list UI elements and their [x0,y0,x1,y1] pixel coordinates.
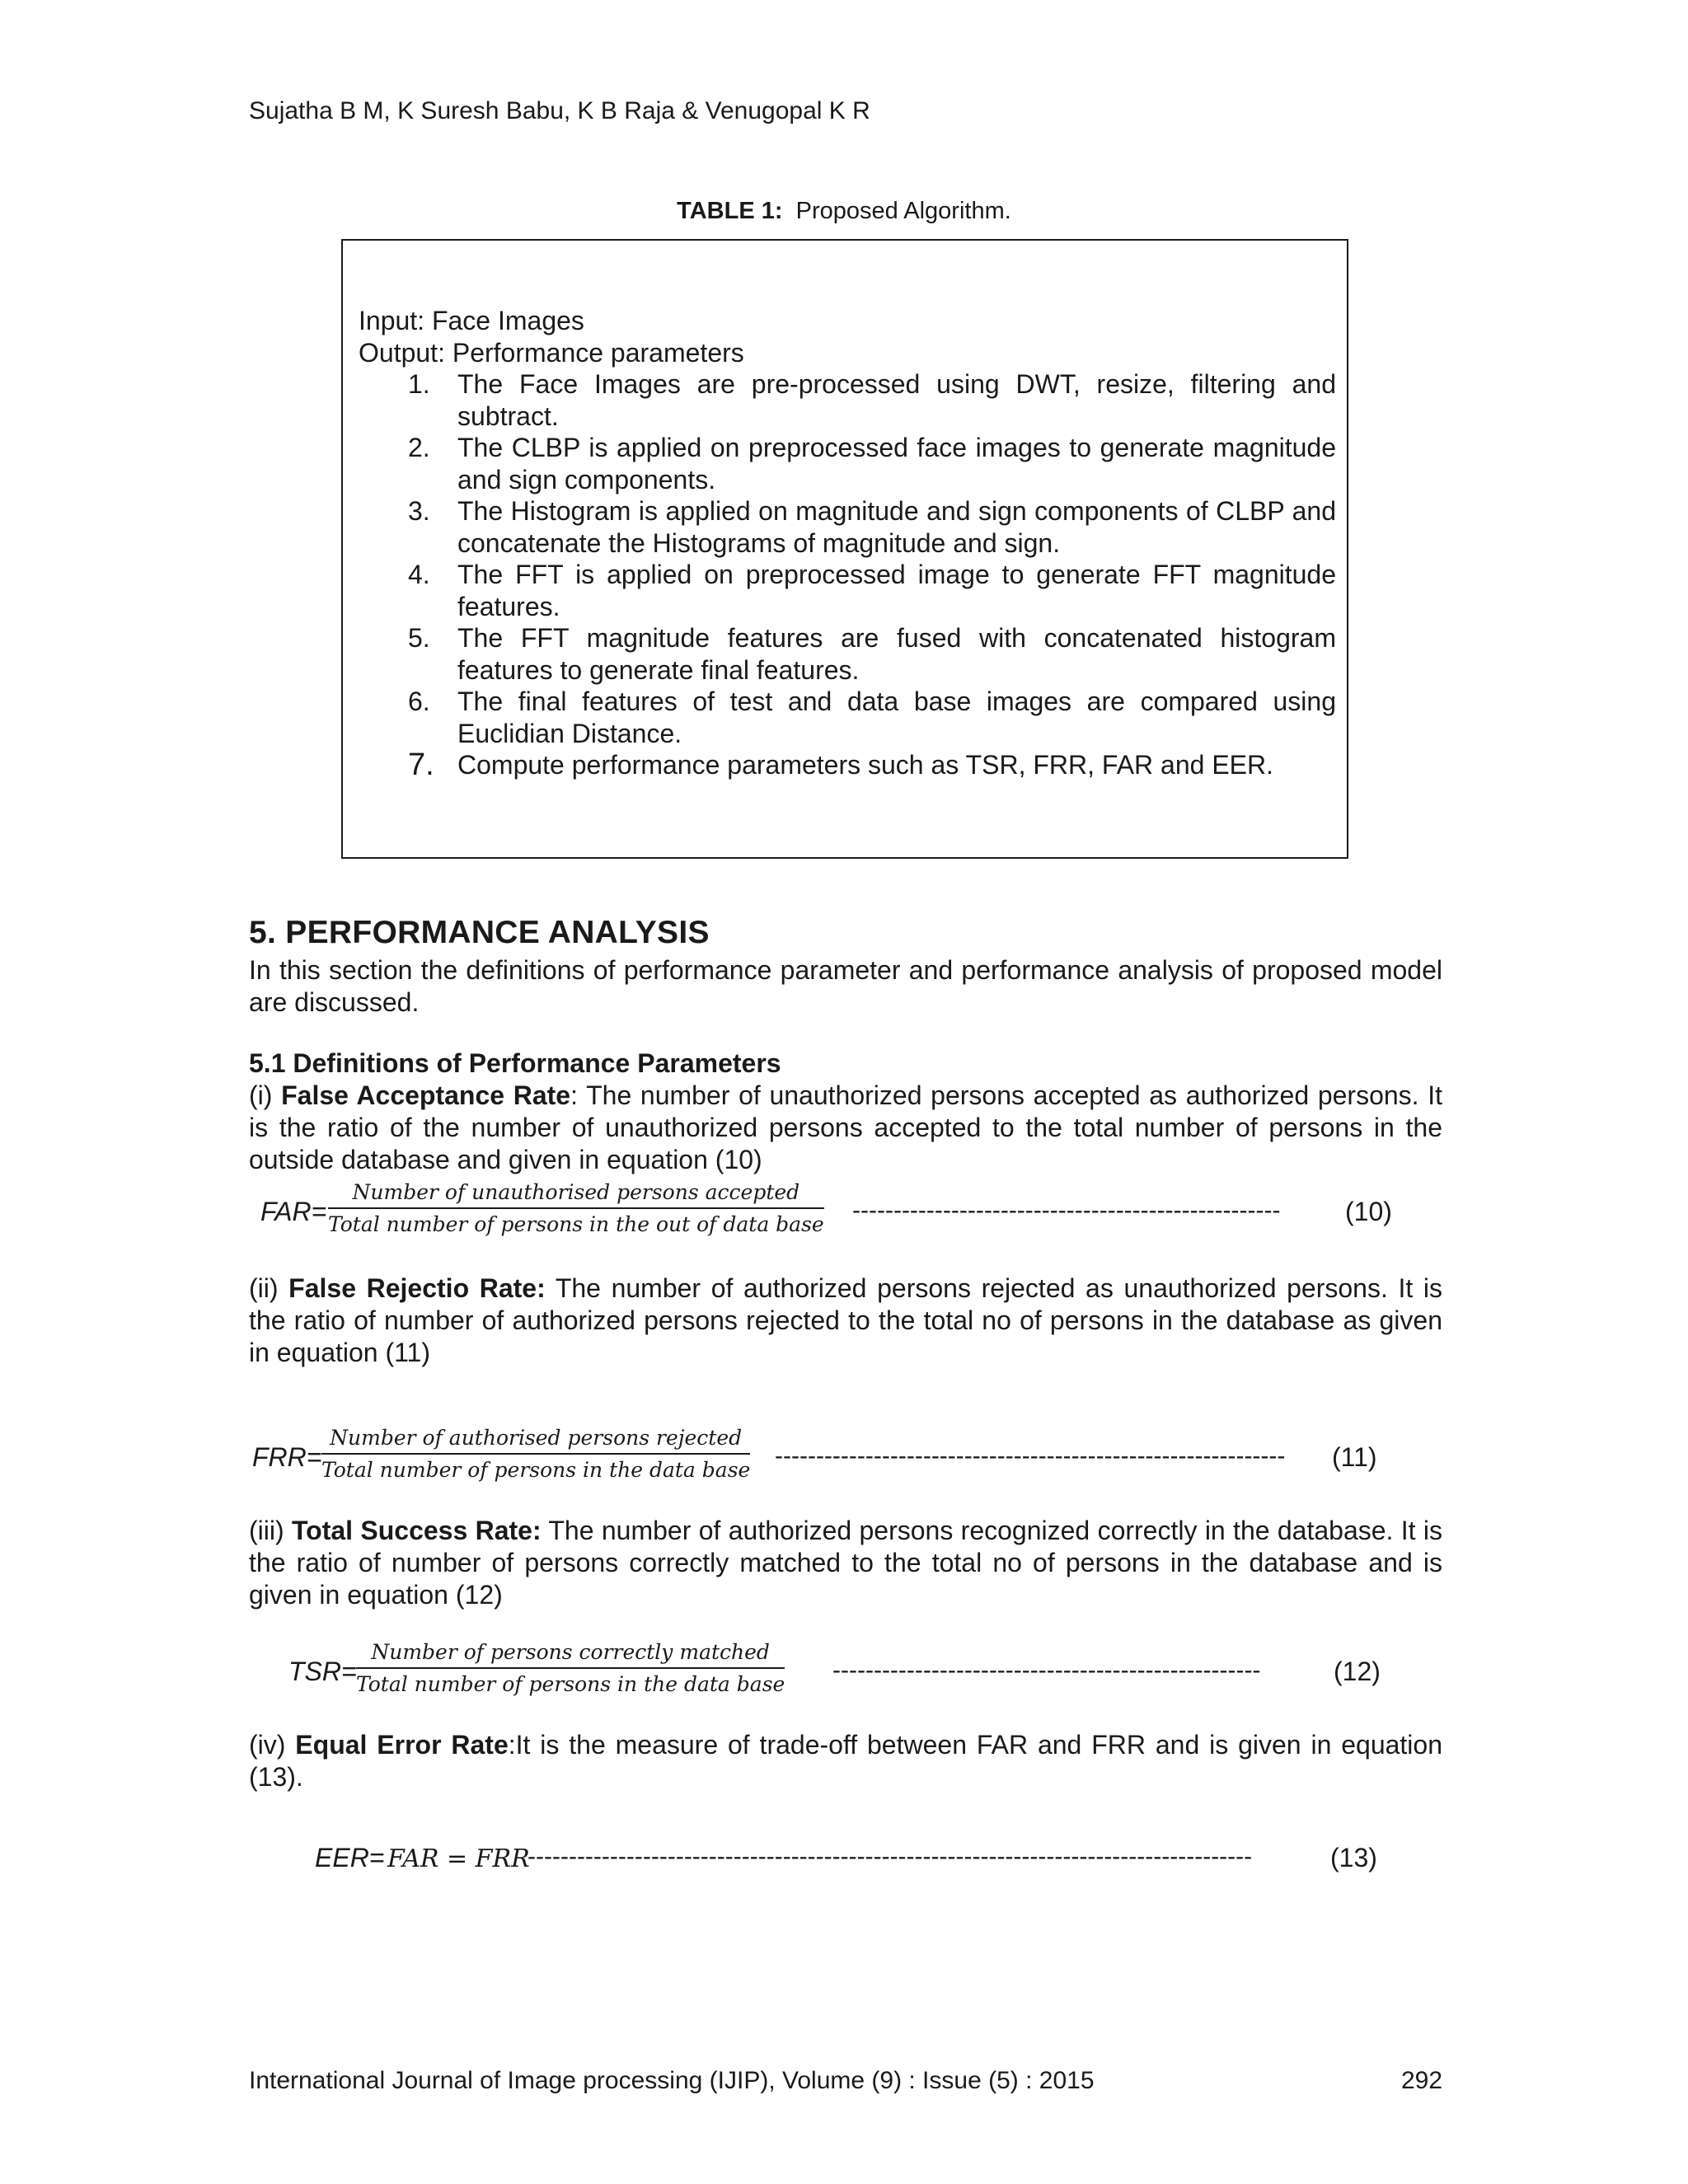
eq12-lhs: TSR= [288,1657,357,1686]
eq10-dashes: ---------------------------------------------------- [852,1197,1281,1224]
eq10-fraction [328,1180,824,1236]
running-header: Sujatha B M, K Suresh Babu, K B Raja & Venugopal K R [249,97,870,124]
eq13-number: (13) [1330,1843,1377,1872]
algorithm-step [359,686,1336,749]
equation-12 [0,1638,1688,1704]
step-number: 3. [408,496,430,526]
step-number: 2. [408,433,430,462]
step-text: The Face Images are pre-processed using DWT, resize, filtering and subtract. [457,369,1336,431]
algorithm-output: Output: Performance parameters [359,337,744,368]
algorithm-step [359,368,1336,432]
eq11-lhs: FRR= [252,1442,322,1472]
eq12-denominator: Total number of persons in the data base [356,1672,785,1696]
section-title: 5. PERFORMANCE ANALYSIS [249,915,710,950]
algorithm-step [359,495,1336,559]
equation-10 [0,1179,1688,1244]
subsection-title: 5.1 Definitions of Performance Parameters [249,1048,781,1078]
eq12-fraction [356,1640,785,1696]
eq12-dashes: ---------------------------------------------------- [832,1657,1261,1684]
eq11-fraction [321,1426,750,1482]
algorithm-steps [359,368,1336,782]
eq12-numerator: Number of persons correctly matched [356,1640,785,1669]
eq11-number: (11) [1332,1442,1377,1472]
eq13-lhs: EER= [315,1843,385,1872]
table-caption-text: Proposed Algorithm. [795,198,1011,224]
algorithm-step [359,749,1336,782]
tsr-definition [249,1515,1442,1611]
far-definition [249,1080,1442,1176]
table-caption-label: TABLE 1: [677,198,783,224]
eq11-numerator: Number of authorised persons rejected [321,1426,750,1455]
step-text: The final features of test and data base images are compared using Euclidian Distance. [457,687,1336,748]
algorithm-step [359,622,1336,686]
eq10-lhs: FAR= [260,1197,327,1226]
eer-term: Equal Error Rate [295,1730,509,1760]
step-number: 7. [408,748,434,782]
table-caption [0,198,1688,225]
step-number: 5. [408,623,430,653]
step-text: Compute performance parameters such as TSR, FRR, FAR and EER. [457,750,1274,780]
frr-definition [249,1272,1442,1369]
eq12-number: (12) [1334,1657,1381,1686]
tsr-term: Total Success Rate: [291,1516,542,1545]
step-number: 4. [408,560,430,589]
tsr-text: The number of authorized persons recognized correctly in the database. It is the ratio of number of persons correctly matched to the total no of persons in the database and is given in equation (12) [249,1516,1443,1610]
step-text: The FFT magnitude features are fused with concatenated histogram features to generate final features. [457,623,1336,685]
journal-footer: International Journal of Image processing (IJIP), Volume (9) : Issue (5) : 2015 [249,2067,1095,2094]
equation-11 [0,1424,1688,1490]
equation-13 [0,1843,1688,1884]
algorithm-input: Input: Face Images [359,306,584,335]
frr-text: The number of authorized persons rejected as unauthorized persons. It is the ratio of number of authorized persons rejected to the total no of persons in the database as given in equation (11) [249,1273,1443,1367]
frr-term: False Rejectio Rate: [288,1273,546,1303]
far-text: : The number of unauthorized persons accepted as authorized persons. It is the ratio of the number of unauthorized persons accepted to the total number of persons in the outside database and given in equation (10) [249,1080,1443,1174]
algorithm-box [341,239,1348,859]
algorithm-step [359,432,1336,495]
step-number: 6. [408,687,430,716]
eq13-dashes: ---------------------------------------------------------------------------------------- [528,1843,1253,1870]
step-text: The FFT is applied on preprocessed image to generate FFT magnitude features. [457,560,1336,621]
eq10-numerator: Number of unauthorised persons accepted [328,1180,824,1209]
eq10-number: (10) [1345,1197,1392,1226]
algorithm-step [359,559,1336,622]
far-prefix: (i) [249,1080,282,1110]
eq11-denominator: Total number of persons in the data base [321,1458,751,1482]
eer-text: :It is the measure of trade-off between FAR and FRR and is given in equation (13). [249,1730,1443,1792]
step-number: 1. [408,369,430,399]
tsr-prefix: (iii) [249,1516,292,1545]
eq11-dashes: -------------------------------------------------------------- [775,1442,1286,1469]
eer-prefix: (iv) [249,1730,296,1760]
section-intro: In this section the definitions of performance parameter and performance analysis of proposed model are discussed. [249,955,1442,1017]
algorithm-content [359,305,1336,782]
far-term: False Acceptance Rate [281,1080,571,1110]
eq10-denominator: Total number of persons in the out of data base [328,1212,824,1236]
page-number: 292 [1401,2067,1443,2094]
step-text: The CLBP is applied on preprocessed face images to generate magnitude and sign components. [457,433,1336,494]
eer-definition [249,1729,1442,1793]
eq13-rhs: FAR = FRR [387,1844,530,1873]
frr-prefix: (ii) [249,1273,289,1303]
step-text: The Histogram is applied on magnitude and sign components of CLBP and concatenate the Histograms of magnitude and sign. [457,496,1336,558]
